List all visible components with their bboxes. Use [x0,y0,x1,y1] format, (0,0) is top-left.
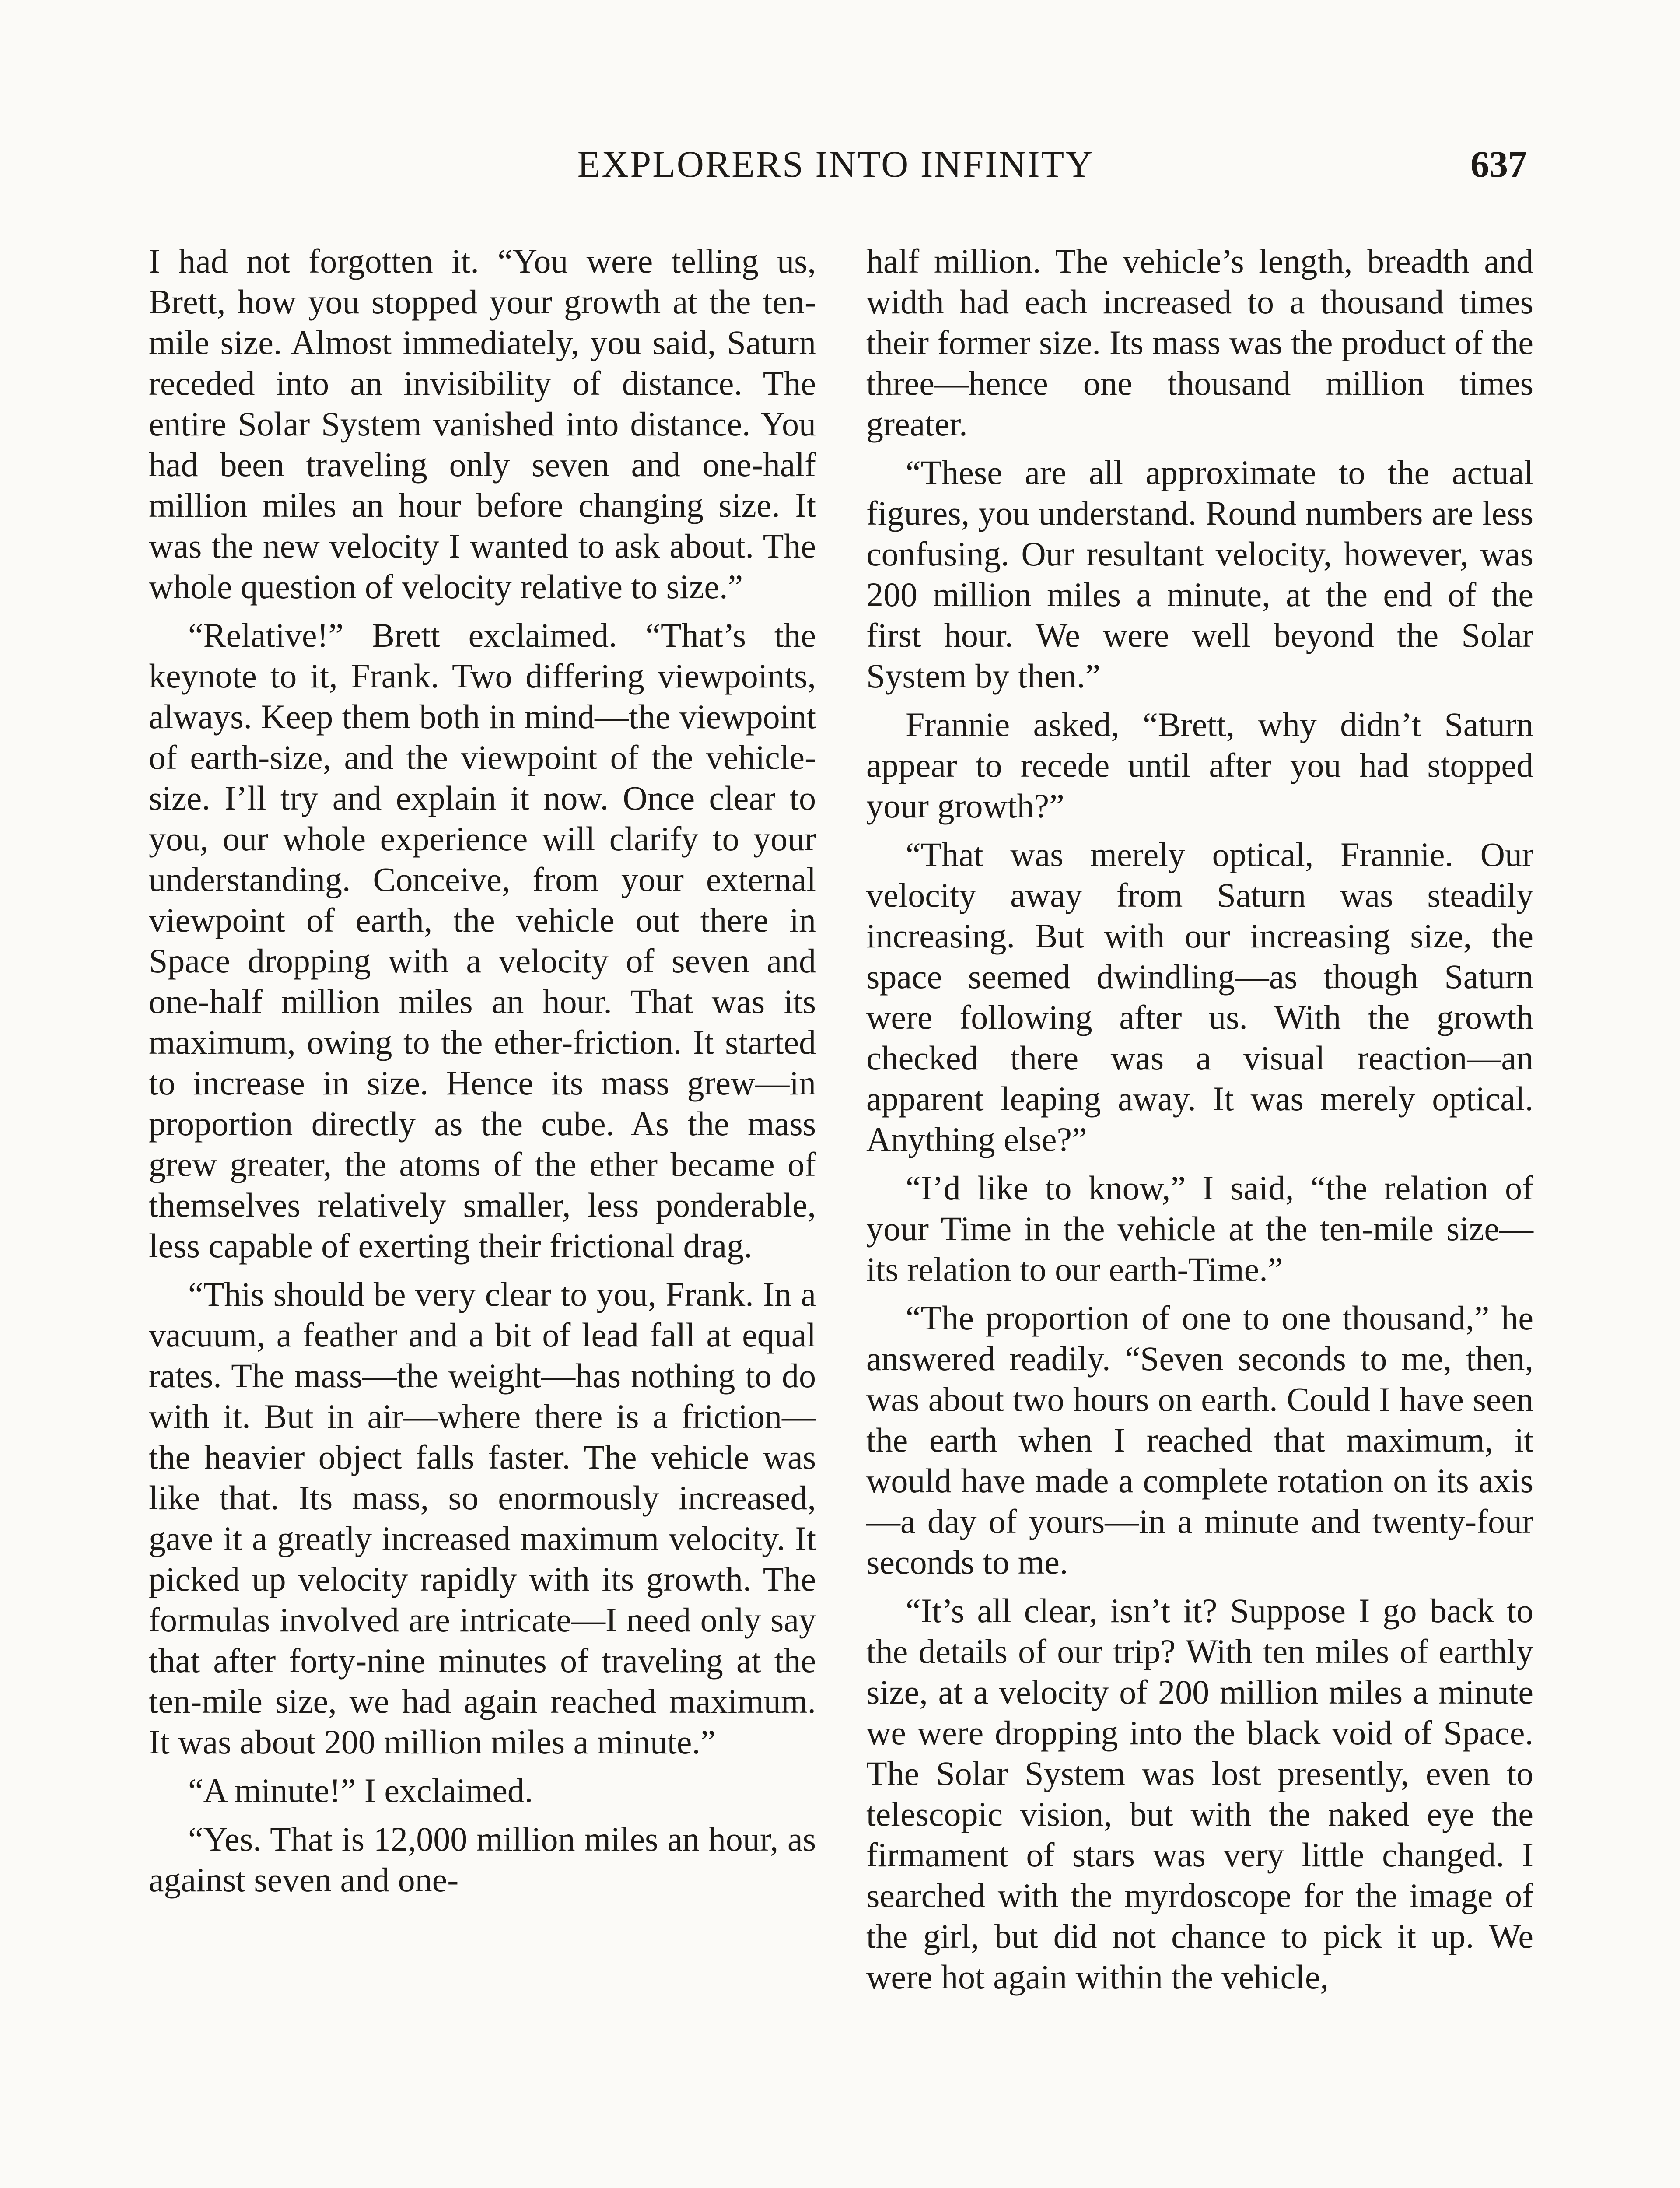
paragraph: half million. The vehicle’s length, breadth and width had each increased to a thousand times their former size. Its mass was the product of the three—hence one thousand million times greater. [866,242,1533,443]
paragraph: I had not forgotten it. “You were telling us, Brett, how you stopped your growth at the ten-mile size. Almost immediately, you said, Saturn receded into an invisibility of distance. The entire Solar System vanished into distance. You had been traveling only seven and one-half million miles an hour before changing size. It was the new velocity I wanted to ask about. The whole question of velocity relative to size.” [149,242,816,606]
paragraph: “Yes. That is 12,000 million miles an hour, as against seven and one- [149,1820,816,1899]
paragraph: “Relative!” Brett exclaimed. “That’s the keynote to it, Frank. Two differing viewpoints, always. Keep them both in mind—the viewpoint of earth-size, and the viewpoint of the vehicle-size. I’ll try and explain it now. Once clear to you, our whole experience will clarify to your understanding. Conceive, from your external viewpoint of earth, the vehicle out there in Space dropping with a velocity of seven and one-half million miles an hour. That was its maximum, owing to the ether-friction. It started to increase in size. Hence its mass grew—in proportion directly as the cube. As the mass grew greater, the atoms of the ether became of themselves relatively smaller, less ponderable, less capable of exerting their frictional drag. [149,616,816,1265]
paragraph: Frannie asked, “Brett, why didn’t Saturn appear to recede until after you had stopped your growth?” [866,705,1533,825]
right-column [866,241,1533,2005]
paragraph: “That was merely optical, Frannie. Our velocity away from Saturn was steadily increasing. But with our increasing size, the space seemed dwindling—as though Saturn were following after us. With the growth checked there was a visual reaction—an apparent leaping away. It was merely optical. Anything else?” [866,835,1533,1158]
left-column [149,241,816,1908]
paragraph: “I’d like to know,” I said, “the relation of your Time in the vehicle at the ten-mile size—its relation to our earth-Time.” [866,1169,1533,1288]
paragraph: “This should be very clear to you, Frank. In a vacuum, a feather and a bit of lead fall at equal rates. The mass—the weight—has nothing to do with it. But in air—where there is a friction—the heavier object falls faster. The vehicle was like that. Its mass, so enormously increased, gave it a greatly increased maximum velocity. It picked up velocity rapidly with its growth. The formulas involved are intricate—I need only say that after forty-nine minutes of traveling at the ten-mile size, we had again reached maximum. It was about 200 million miles a minute.” [149,1275,816,1761]
page-number: 637 [1470,143,1527,185]
paragraph: “It’s all clear, isn’t it? Suppose I go back to the details of our trip? With ten miles of earthly size, at a velocity of 200 million miles a minute we were dropping into the black void of Space. The Solar System was lost presently, even to telescopic vision, but with the naked eye the firmament of stars was very little changed. I searched with the myrdoscope for the image of the girl, but did not chance to pick it up. We were hot again within the vehicle, [866,1592,1533,1996]
paragraph: “The proportion of one to one thousand,” he answered readily. “Seven seconds to me, then, was about two hours on earth. Could I have seen the earth when I reached that maximum, it would have made a complete rotation on its axis—a day of yours—in a minute and twenty-four seconds to me. [866,1299,1533,1581]
page-header [144,142,1527,195]
paragraph: “A minute!” I exclaimed. [188,1771,533,1809]
running-title: EXPLORERS INTO INFINITY [577,143,1094,185]
paragraph: “These are all approximate to the actual figures, you understand. Round numbers are less confusing. Our resultant velocity, however, was 200 million miles a minute, at the end of the first hour. We were well beyond the Solar System by then.” [866,453,1533,695]
